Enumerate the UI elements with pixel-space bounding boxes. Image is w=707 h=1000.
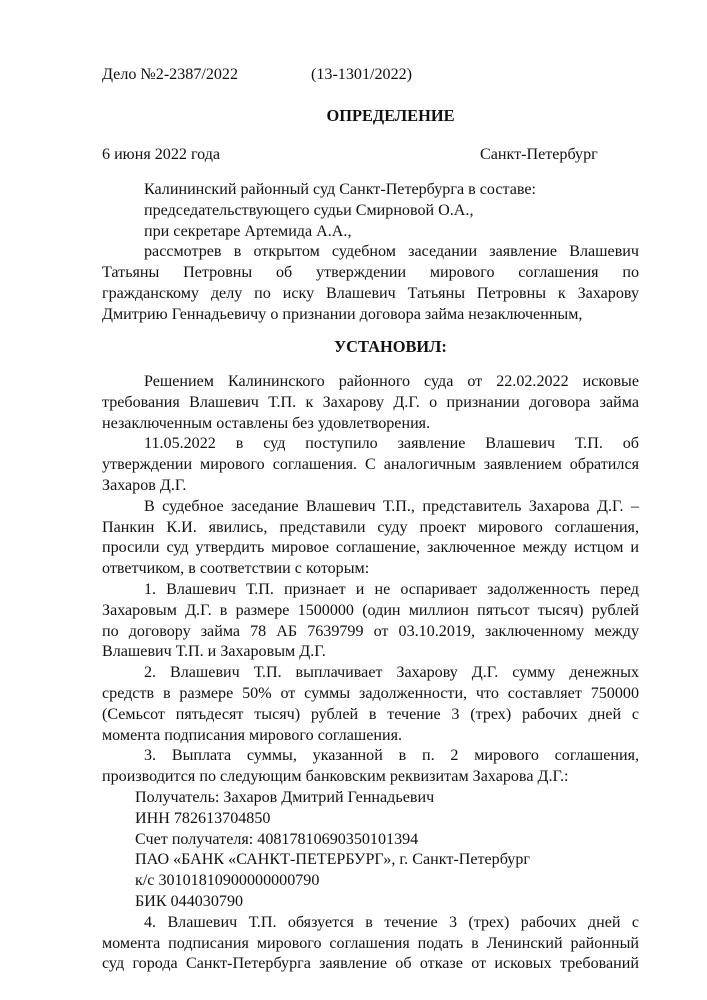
body-line: 11.05.2022 в суд поступило заявление Влашевич Т.П. об — [144, 435, 639, 453]
body-line: Панкин К.И. явились, представили суду проект мирового соглашения, — [102, 518, 639, 536]
body-line: Захаровым Д.Г. в размере 1500000 (один миллион пятьсот тысяч) рублей — [102, 601, 639, 619]
body-line: 1. Влашевич Т.П. признает и не оспаривает задолженность перед — [144, 580, 639, 598]
body-line: 3. Выплата суммы, указанной в п. 2 мирового соглашения, — [144, 747, 639, 765]
body-line: просили суд утвердить мировое соглашение, заключенное между истцом и — [102, 539, 639, 557]
bank-details-line: ИНН 782613704850 — [135, 809, 271, 827]
body-line: Решением Калининского районного суда от 22.02.2022 исковые — [144, 373, 639, 390]
document-title: ОПРЕДЕЛЕНИЕ — [326, 106, 455, 125]
body-line: момента подписания мирового соглашения. — [102, 726, 403, 744]
body-line: (Семьсот пятьдесят тысяч) рублей в течение 3 (трех) рабочих дней с — [102, 705, 639, 723]
bank-details-line: БИК 044030790 — [135, 892, 244, 910]
body-line: требования Влашевич Т.П. к Захарову Д.Г. о признании договора займа — [102, 393, 639, 411]
intro-line: председательствующего судьи Смирновой О.А., — [144, 201, 474, 219]
body-line: средств в размере 50% от суммы задолженности, что составляет 750000 — [102, 684, 639, 702]
document-city: Санкт-Петербург — [480, 146, 598, 163]
body-text — [102, 372, 639, 975]
body-line: суд города Санкт-Петербурга заявление об отказе от исковых требований — [102, 955, 639, 973]
intro-line: при секретаре Артемида А.А., — [144, 222, 352, 240]
intro-paragraph — [102, 180, 639, 326]
body-line: Влашевич Т.П. и Захаровым Д.Г. — [102, 643, 326, 661]
body-line: утверждении мирового соглашения. С аналогичным заявлением обратился — [102, 456, 639, 474]
body-line: В судебное заседание Влашевич Т.П., представитель Захарова Д.Г. – — [144, 497, 639, 515]
document-date: 6 июня 2022 года — [102, 146, 221, 163]
bank-details-line: к/с 30101810900000000790 — [135, 872, 320, 890]
intro-line: гражданскому делу по иску Влашевич Татьяны Петровны к Захарову — [102, 284, 639, 302]
case-number: Дело №2-2387/2022 — [102, 66, 239, 83]
body-line: момента подписания мирового соглашения подать в Ленинский районный — [102, 934, 639, 952]
case-number-alt: (13-1301/2022) — [311, 66, 413, 83]
body-line: 2. Влашевич Т.П. выплачивает Захарову Д.Г. сумму денежных — [144, 664, 639, 682]
body-line: 4. Влашевич Т.П. обязуется в течение 3 (трех) рабочих дней с — [144, 913, 639, 931]
intro-line: Дмитрию Геннадьевичу о признании договора займа незаключенным, — [102, 305, 583, 323]
section-heading: УСТАНОВИЛ: — [334, 337, 447, 356]
body-line: Захаров Д.Г. — [102, 476, 187, 494]
body-line: ответчиком, в соответствии с которым: — [102, 560, 370, 578]
intro-line: рассмотрев в открытом судебном заседании заявление Влашевич — [144, 243, 639, 261]
bank-details-line: ПАО «БАНК «САНКТ-ПЕТЕРБУРГ», г. Санкт-Петербург — [135, 851, 530, 869]
intro-line: Калининский районный суд Санкт-Петербурга в составе: — [144, 181, 536, 198]
intro-line: Татьяны Петровны об утверждении мирового соглашения по — [102, 264, 639, 282]
bank-details-line: Счет получателя: 40817810690350101394 — [135, 830, 419, 848]
bank-details-line: Получатель: Захаров Дмитрий Геннадьевич — [135, 788, 435, 806]
body-line: незаключенным оставлены без удовлетворения. — [102, 414, 431, 432]
body-line: производится по следующим банковским реквизитам Захарова Д.Г.: — [102, 768, 569, 786]
body-line: по договору займа 78 АБ 7639799 от 03.10.2019, заключенному между — [102, 622, 639, 640]
